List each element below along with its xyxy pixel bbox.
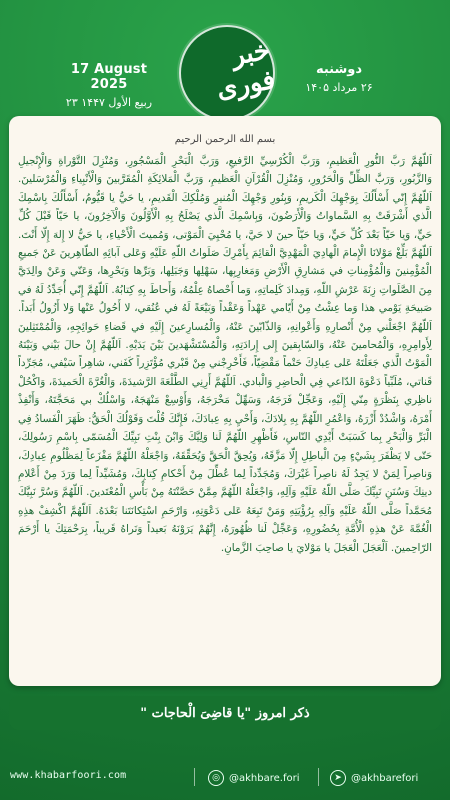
weekday-solar-date xyxy=(284,62,394,94)
footer-divider xyxy=(318,768,319,786)
gregorian-date: 17 August 2025 xyxy=(70,62,148,92)
telegram-handle-text: @akhbarefori xyxy=(351,772,419,784)
website-link[interactable]: www.khabarfoori.com xyxy=(10,770,127,781)
telegram-icon: ➤ xyxy=(330,770,346,786)
instagram-handle-text: @akhbare.fori xyxy=(229,772,300,784)
gregorian-hijri-date xyxy=(54,62,164,109)
header xyxy=(0,0,450,109)
zekr-text: ذکر امروز "یا قاضِیَ الْحاجات " xyxy=(140,705,310,721)
hijri-date: ۲۳ ربیع الأول ۱۴۴۷ xyxy=(65,96,153,109)
solar-date: ۲۶ مرداد ۱۴۰۵ xyxy=(305,81,373,94)
footer-divider xyxy=(194,768,195,786)
logo-text: خبر فوری xyxy=(214,35,278,105)
telegram-handle[interactable] xyxy=(330,770,418,786)
instagram-icon: ◎ xyxy=(208,770,224,786)
footer xyxy=(0,742,450,800)
prayer-text xyxy=(18,152,432,678)
bismillah: بسم الله الرحمن الرحیم xyxy=(174,134,276,145)
prayer-body: اَللّهُمَّ رَبَّ النُّورِ الْعَظيمِ، وَرَبَّ الْكُرْسِيِّ الرَّفيعِ، وَرَبَّ الْبَحْرِ الْمَسْجُورِ، وَمُنْزِلَ التَّوْراةِ وَالْإِنْجيلِ وَالزَّبُورِ، وَرَبَّ الظِّلِّ وَالْحَرُورِ، وَمُنْزِلَ الْقُرْآنِ الْعَظيمِ، وَرَبَّ الْمَلائِكَةِ الْمُقَرَّبينَ وَالْأَنْبِياءِ وَالْمُرْسَلينَ. اَللّهُمَّ إِنّي أَسْأَلُكَ بِوَجْهِكَ الْكَريمِ، وَبِنُورِ وَجْهِكَ الْمُنيرِ وَمُلْكِكَ الْقَديمِ، يا حَيُّ يا قَيُّومُ، أَسْأَلُكَ بِاسْمِكَ الَّذي أَشْرَقَتْ بِهِ السَّماواتُ وَالْأَرَضُونَ، وَبِاسْمِكَ الَّذي يَصْلَحُ بِهِ الْأَوَّلُونَ وَالْآخِرُونَ، يا حَيّاً قَبْلَ كُلِّ حَيٍّ، وَيا حَيّاً بَعْدَ كُلِّ حَيٍّ، وَيا حَيّاً حينَ لا حَيَّ، يا مُحْيِيَ الْمَوْتى، وَمُميتَ الْأَحْياءِ، يا حَيُّ لا إِلهَ إِلّا أَنْتَ. اَللّهُمَّ بَلِّغْ مَوْلانَا الْإِمامَ الْهادِيَ الْمَهْدِيَّ الْقائِمَ بِأَمْرِكَ صَلَواتُ اللّهِ عَلَيْهِ وَعَلى آبائِهِ الطّاهِرينَ عَنْ جَميعِ الْمُؤْمِنينَ وَالْمُؤْمِناتِ في مَشارِقِ الْأَرْضِ وَمَغارِبِها، سَهْلِها وَجَبَلِها، وَبَرِّها وَبَحْرِها، وَعَنّي وَعَنْ والِدَيَّ مِنَ الصَّلَواتِ زِنَةَ عَرْشِ اللّهِ، وَمِدادَ كَلِماتِهِ، وَما أَحْصاهُ عِلْمُهُ، وَأَحاطَ بِهِ كِتابُهُ. اَللّهُمَّ إِنّي أُجَدِّدُ لَهُ في صَبيحَةِ يَوْمي هذا وَما عِشْتُ مِنْ أَيّامي عَهْداً وَعَقْداً وَبَيْعَةً لَهُ في عُنُقي، لا أَحُولُ عَنْها وَلا أَزُولُ أَبَداً. اَللّهُمَّ اجْعَلْني مِنْ أَنْصارِهِ وَأَعْوانِهِ، وَالذّابّينَ عَنْهُ، وَالْمُسارِعينَ إِلَيْهِ في قَضاءِ حَوائِجِهِ، وَالْمُمْتَثِلينَ لِأَوامِرِهِ، وَالْمُحامينَ عَنْهُ، وَالسّابِقينَ إِلى إِرادَتِهِ، وَالْمُسْتَشْهَدينَ بَيْنَ يَدَيْهِ. اَللّهُمَّ إِنْ حالَ بَيْني وَبَيْنَهُ الْمَوْتُ الَّذي جَعَلْتَهُ عَلى عِبادِكَ حَتْماً مَقْضِيّاً، فَأَخْرِجْني مِنْ قَبْري مُؤْتَزِراً كَفَني، شاهِراً سَيْفي، مُجَرِّداً قَناتي، مُلَبِّياً دَعْوَةَ الدّاعي فِي الْحاضِرِ وَالْبادي. اَللّهُمَّ أَرِنِي الطَّلْعَةَ الرَّشيدَةَ، وَالْغُرَّةَ الْحَميدَةَ، وَاكْحُلْ ناظِري بِنَظْرَةٍ مِنّي إِلَيْهِ، وَعَجِّلْ فَرَجَهُ، وَسَهِّلْ مَخْرَجَهُ، وَأَوْسِعْ مَنْهَجَهُ، وَاسْلُكْ بي مَحَجَّتَهُ، وَأَنْفِذْ أَمْرَهُ، وَاشْدُدْ أَزْرَهُ، وَاعْمُرِ اللّهُمَّ بِهِ بِلادَكَ، وَأَحْيِ بِهِ عِبادَكَ، فَإِنَّكَ قُلْتَ وَقَوْلُكَ الْحَقُّ: ظَهَرَ الْفَسادُ فِي الْبَرِّ وَالْبَحْرِ بِما كَسَبَتْ أَيْدِي النّاسِ، فَأَظْهِرِ اللّهُمَّ لَنا وَلِيَّكَ وَابْنَ بِنْتِ نَبِيِّكَ الْمُسَمّى بِاسْمِ رَسُولِكَ، حَتّى لا يَظْفَرَ بِشَيْءٍ مِنَ الْباطِلِ إِلّا مَزَّقَهُ، وَيُحِقَّ الْحَقَّ وَيُحَقِّقَهُ، وَاجْعَلْهُ اللّهُمَّ مَفْزَعاً لِمَظْلُومِ عِبادِكَ، وَناصِراً لِمَنْ لا يَجِدُ لَهُ ناصِراً غَيْرَكَ، وَمُجَدِّداً لِما عُطِّلَ مِنْ أَحْكامِ كِتابِكَ، وَمُشَيِّداً لِما وَرَدَ مِنْ أَعْلامِ دينِكَ وَسُنَنِ نَبِيِّكَ صَلَّى اللّهُ عَلَيْهِ وَآلِهِ، وَاجْعَلْهُ اللّهُمَّ مِمَّنْ حَصَّنْتَهُ مِنْ بَأْسِ الْمُعْتَدينَ. اَللّهُمَّ وَسُرَّ نَبِيَّكَ مُحَمَّداً صَلَّى اللّهُ عَلَيْهِ وَآلِهِ بِرُؤْيَتِهِ وَمَنْ تَبِعَهُ عَلى دَعْوَتِهِ، وَارْحَمِ اسْتِكانَتَنا بَعْدَهُ. اَللّهُمَّ اكْشِفْ هذِهِ الْغُمَّةَ عَنْ هذِهِ الْأُمَّةِ بِحُضُورِهِ، وَعَجِّلْ لَنا ظُهُورَهُ، إِنَّهُمْ يَرَوْنَهُ بَعيداً وَنَراهُ قَريباً، بِرَحْمَتِكَ يا أَرْحَمَ الرّاحِمينَ. اَلْعَجَلَ الْعَجَلَ يا مَوْلايَ يا صاحِبَ الزَّمانِ. xyxy=(18,155,432,554)
weekday: دوشنبه xyxy=(315,62,363,77)
zekr-of-the-day xyxy=(9,696,441,730)
logo xyxy=(179,25,278,121)
instagram-handle[interactable] xyxy=(208,770,299,786)
